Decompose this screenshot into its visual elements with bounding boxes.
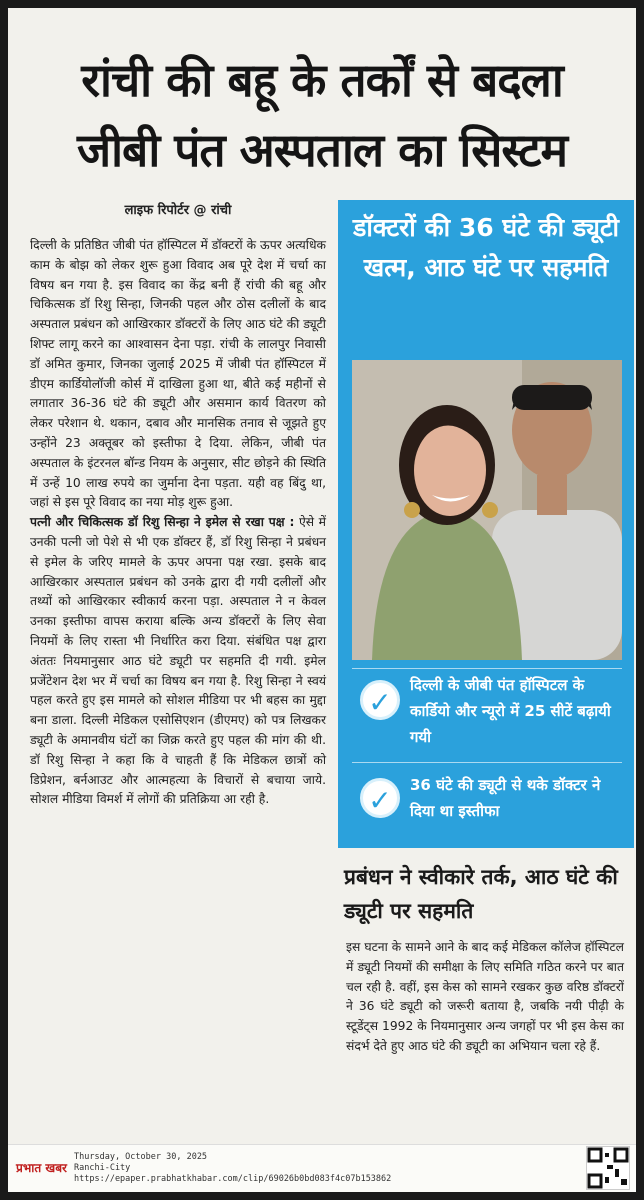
article-paragraph-2: ऐसे में उनकी पत्नी जो पेशे से भी एक डॉक्टर हैं, डॉ रिशु सिन्हा ने प्रबंधन से इमेल के जरिए मामले के ऊपर अपना पक्ष रखा. इसके बाद आखिरकार अस्पताल प्रबंधन को उनके द्वारा दी गयी दलीलों और तथ्यों को आखिरकार स्वीकार्य करना पड़ा. अस्पताल ने न केवल उनका इस्तीफा वापस कराया बल्कि अन्य डॉक्टरों के लिए सेवा नियमों के लिए रास्ता भी निर्धारित करा दिया. संबंधित पक्ष द्वारा अंततः नियमानुसार आठ घंटे ड्यूटी पर सहमति दी गयी. इमेल प्रजेंटेशन देश भर में चर्चा का विषय बन गया है. रिशु सिन्हा ने स्वयं पहल करते हुए इस मामले को सोशल मीडिया पर भी बहस का मुद्दा बना डाला. दिल्ली मेडिकल एसोसिएशन (डीएमए) को पत्र लिखकर ड्यूटी के अमानवीय घंटों का जिक्र करते हुए पहल की मांग की थी. डॉ रिशु सिन्हा ने कहा कि वे चाहती हैं कि मेडिकल छात्रों को डिप्रेशन, बर्नआउट और आत्महत्या के विचारों से बचाया जाये. सोशल मीडिया विमर्श में लोगों की प्रतिक्रिया आ रही है.	[30, 515, 326, 807]
inline-subhead: पत्नी और चिकित्सक डॉ रिशु सिन्हा ने इमेल से रखा पक्ष :	[30, 515, 295, 530]
article-body	[30, 236, 326, 810]
section-2-text: इस घटना के सामने आने के बाद कई मेडिकल कॉलेज हॉस्पिटल में ड्यूटी नियमों की समीक्षा के लिए समिति गठित करने पर बात चल रही है. वहीं, इस केस को सामने रखकर कुछ वरिष्ठ डॉक्टरों ने 36 घंटे ड्यूटी को जरूरी बताया है, जबकि नयी पीढ़ी के स्टूडेंट्स 1992 के नियमानुसार अन्य जगहों पर भी इस केस का संदर्भ देते हुए आठ घंटे की ड्यूटी का अभियान चला रहे हैं.	[346, 940, 624, 1053]
section-2-heading: प्रबंधन ने स्वीकारे तर्क, आठ घंटे की ड्यूटी पर सहमति	[344, 865, 618, 923]
footer-edition: Ranchi-City	[74, 1163, 131, 1173]
headline-line-2: जीबी पंत अस्पताल का सिस्टम	[77, 123, 567, 177]
footer-date: Thursday, October 30, 2025	[74, 1152, 208, 1162]
highlight-box	[338, 200, 634, 848]
footer-url[interactable]: https://epaper.prabhatkhabar.com/clip/69026b0bd083f4c07b153862	[74, 1174, 392, 1184]
newspaper-clipping	[8, 8, 636, 1192]
article-paragraph-1: दिल्ली के प्रतिष्ठित जीबी पंत हॉस्पिटल में डॉक्टरों के ऊपर अत्यधिक काम के बोझ को लेकर शुरू हुआ विवाद अब पूरे देश में चर्चा का विषय बन गया है. इस विवाद का केंद्र बनी हैं रांची की बहू और चिकित्सक डॉ रिशु सिन्हा, जिनकी पहल और ठोस दलीलों के बाद अस्पताल प्रबंधन को आखिरकार डॉक्टरों के लिए आठ घंटे की ड्यूटी शिफ्ट लागू करने का आश्वासन देना पड़ा. रांची के लालपुर निवासी डॉ अमित कुमार, जिनका जुलाई 2025 में जीबी पंत हॉस्पिटल में डीएम कार्डियोलॉजी कोर्स में दाखिला हुआ था, बीते कई महीनों से लगातार 36-36 घंटे की ड्यूटी और असमान कार्य वितरण को लेकर परेशान थे. थकान, दबाव और मानसिक तनाव से जूझते हुए उन्होंने 23 अक्तूबर को इस्तीफा दे दिया. लेकिन, जीबी पंत अस्पताल के इंटरनल बॉन्ड नियम के अनुसार, सीट छोड़ने की स्थिति में उन्हें 10 लाख रुपये का जुर्माना देना पड़ता. यही वह बिंदु था, जहां से इस पूरे विवाद का नया मोड़ शुरू हुआ.	[30, 238, 326, 510]
bullet-1: दिल्ली के जीबी पंत हॉस्पिटल के कार्डियो और न्यूरो में 25 सीटें बढ़ायी गयी	[410, 676, 611, 746]
footer	[8, 1144, 636, 1192]
footer-meta	[74, 1152, 391, 1185]
check-icon: ✓	[360, 778, 400, 818]
divider	[352, 762, 622, 763]
check-icon: ✓	[360, 680, 400, 720]
couple-photo	[352, 360, 622, 660]
bullet-2: 36 घंटे की ड्यूटी से थके डॉक्टर ने दिया था इस्तीफा	[410, 776, 601, 820]
byline: लाइफ रिपोर्टर @ रांची	[124, 203, 232, 218]
qr-code	[586, 1146, 630, 1190]
highlight-heading: डॉक्टरों की 36 घंटे की ड्यूटी खत्म, आठ घंटे पर सहमति	[352, 213, 620, 282]
divider	[352, 668, 622, 669]
headline-line-1: रांची की बहू के तर्कों से बदला	[81, 53, 563, 107]
publication-logo: प्रभात खबर	[16, 1161, 67, 1175]
